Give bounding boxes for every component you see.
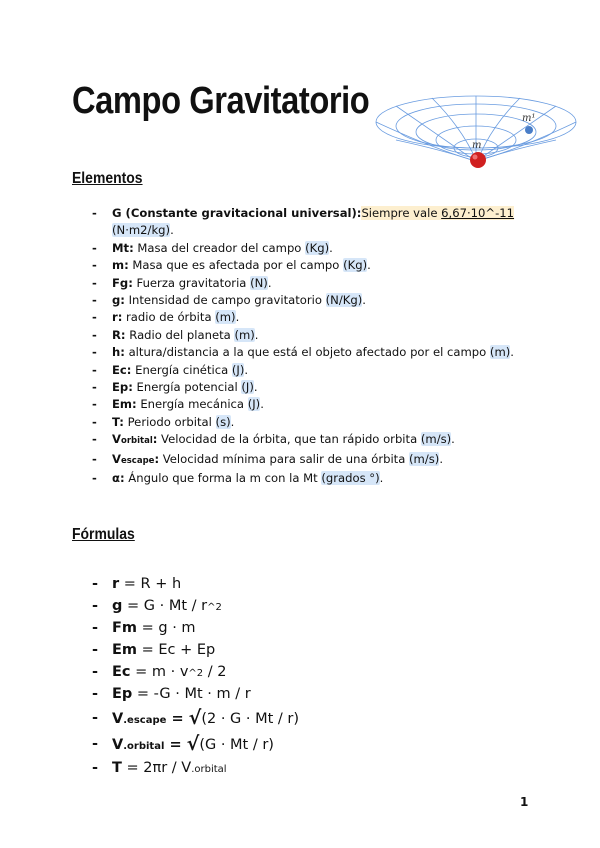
list-item [92,362,532,379]
term-description: Radio del planeta [125,327,235,342]
term-subscript: orbital [120,436,153,447]
formula-symbol: V [112,711,124,727]
list-item [92,470,532,487]
term-colon: : [152,432,158,447]
formula-expression: = -G · Mt · m / r [132,686,251,702]
unit-badge: (J) [241,380,254,395]
term-symbol: R: [112,327,126,342]
punctuation: . [362,293,366,308]
list-item [92,344,532,361]
term-description: Masa del creador del campo [133,240,306,255]
list-item [92,309,532,326]
list-item [92,379,532,396]
term-symbol: V [112,432,121,447]
punctuation: . [235,310,240,325]
formula-equals: = [164,737,187,753]
formula-equals: = [166,711,189,727]
unit-badge: (m) [489,345,511,360]
formula-symbol: Em [112,642,138,658]
elements-list [92,205,532,488]
section-heading-formulas: Fórmulas [72,526,135,543]
formula-subscript: .escape [123,715,167,726]
punctuation: . [260,397,264,412]
term-colon: : [154,451,160,466]
unit-badge: (s) [215,414,231,429]
term-symbol: g: [112,293,125,308]
formulas-list [92,573,299,779]
unit-badge: (m) [234,327,255,342]
formula-expression: = 2πr / V [121,760,192,776]
term-symbol: T: [112,414,124,429]
formula-symbol: Fm [112,620,138,636]
formula-symbol: V [112,737,124,753]
svg-text:m¹: m¹ [522,113,536,124]
unit-badge: (Kg) [343,258,368,273]
page-title: Campo Gravitatorio [72,80,370,122]
term-symbol: r: [112,310,123,325]
formula-item [92,731,299,757]
page-number: 1 [520,795,529,809]
term-symbol: α: [112,471,125,486]
term-symbol: m: [112,258,129,273]
formula-expression: = Ec + Ep [137,642,216,658]
term-description: Velocidad de la órbita, que tan rápido orbita [157,432,421,447]
term-description: Fuerza gravitatoria [132,275,251,290]
term-subscript: escape [120,455,155,466]
formula-exponent: ^2 [188,668,204,679]
formula-symbol: T [112,760,122,776]
term-description: Ángulo que forma la m con la Mt [124,471,322,486]
unit-badge: (N) [250,275,268,290]
punctuation: . [230,414,235,429]
term-description: altura/distancia a la que está el objeto afectado por el campo [124,345,490,360]
punctuation: . [254,327,259,342]
unit-badge: (J) [231,362,245,377]
formula-symbol: g [112,598,123,614]
note-text: Siempre vale [361,206,442,220]
constant-value: 6,67·10^-11 [441,206,515,220]
formula-item [92,683,299,705]
list-item [92,327,532,344]
formula-item [92,573,299,595]
highlight-note [361,206,514,220]
formula-item [92,757,299,779]
formula-expression: = g · m [137,620,196,636]
term-symbol: Fg: [112,275,133,290]
formula-symbol: Ep [112,686,133,702]
formula-item [92,661,299,683]
term-description: radio de órbita [122,310,216,325]
list-item [92,240,532,257]
punctuation: . [170,223,174,238]
unit-badge: (m/s) [420,432,452,447]
term-description: Intensidad de campo gravitatorio [124,293,326,308]
term-description: Periodo orbital [123,414,216,429]
term-description: Energía cinética [131,362,232,377]
unit-badge: (N·m2/kg) [112,223,171,238]
formula-expression: = m · v [130,664,189,680]
formula-expression-tail: / 2 [203,664,227,680]
term-symbol: Ep: [112,380,133,395]
punctuation: . [451,432,455,447]
unit-badge: (grados °) [321,471,380,486]
svg-text:m: m [472,140,482,151]
term-description: Energía mecánica [136,397,248,412]
punctuation: . [267,275,272,290]
term-description: Velocidad mínima para salir de una órbita [159,451,410,466]
term-description: Energía potencial [132,380,242,395]
formula-exponent: ^2 [207,602,222,613]
unit-badge: (Kg) [305,240,330,255]
list-item [92,257,532,274]
list-item [92,292,532,309]
list-item [92,451,532,470]
term-symbol: Mt: [112,240,134,255]
formula-symbol: r [112,576,120,592]
unit-badge: (J) [247,397,261,412]
list-item [92,414,532,431]
term-symbol: G (Constante gravitacional universal): [112,206,362,220]
sqrt-icon: √ [188,707,202,729]
formula-item [92,617,299,639]
formula-subscript: .orbital [191,764,227,775]
term-description: Masa que es afectada por el campo [128,258,344,273]
formula-item [92,639,299,661]
formula-expression: (G · Mt / r) [199,737,274,753]
gravity-well-figure [372,88,577,208]
planet-mass-icon [470,152,486,168]
formula-symbol: Ec [112,664,131,680]
term-symbol: V [112,451,121,466]
sqrt-icon: √ [186,733,200,755]
punctuation: . [244,362,249,377]
formula-subscript: .orbital [123,741,165,752]
punctuation: . [379,471,384,486]
punctuation: . [253,380,258,395]
formula-expression: = G · Mt / r [122,598,208,614]
section-heading-elementos: Elementos [72,170,143,187]
term-symbol: Em: [112,397,137,412]
unit-badge: (m) [215,310,236,325]
punctuation: . [510,345,514,360]
punctuation: . [329,240,333,255]
term-symbol: Ec: [112,362,132,377]
formula-item [92,595,299,617]
satellite-mass-icon [525,126,533,134]
formula-item [92,705,299,731]
list-item [92,275,532,292]
formula-expression: (2 · G · Mt / r) [201,711,300,727]
term-symbol: h: [112,345,125,360]
unit-badge: (m/s) [409,451,440,466]
formula-expression: = R + h [119,576,182,592]
unit-badge: (N/Kg) [325,293,363,308]
list-item [92,205,532,240]
list-item [92,396,532,413]
punctuation: . [367,258,371,273]
list-item [92,431,532,450]
punctuation: . [439,451,443,466]
